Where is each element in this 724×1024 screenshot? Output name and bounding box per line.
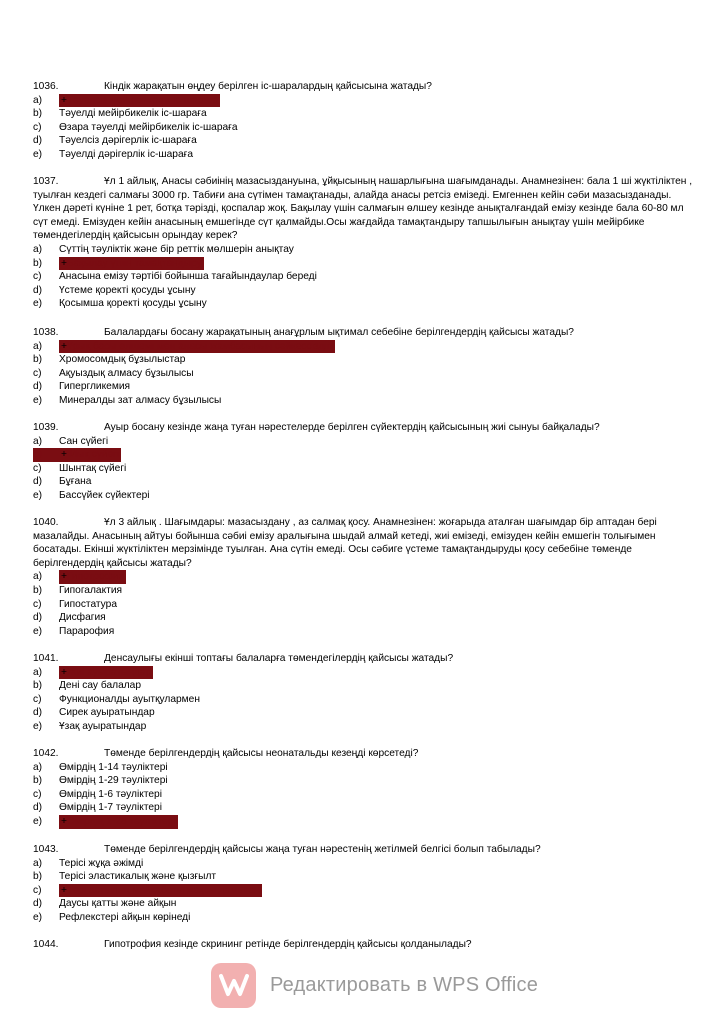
option-text: Тәуелсіз мейірбикелік іс-шараға xyxy=(66,94,219,106)
option-a[interactable] xyxy=(33,435,693,449)
option-b[interactable] xyxy=(33,257,693,271)
question-1042 xyxy=(33,747,693,829)
option-c[interactable] xyxy=(33,884,693,898)
correct-answer-highlight: +Ұрық басы өлшемі мен анасы жамбасының сәйкессіздігі xyxy=(61,340,333,352)
option-d[interactable] xyxy=(33,706,693,720)
option-letter: d) xyxy=(33,381,43,393)
question-1043 xyxy=(33,843,693,925)
option-letter: e) xyxy=(33,815,43,827)
option-c[interactable] xyxy=(33,270,693,284)
option-text: Терісі жұқа әжімді xyxy=(59,857,144,869)
option-letter: a) xyxy=(33,857,43,869)
option-letter: c) xyxy=(33,271,42,283)
question-text: Төменде берілгендердің қайсысы неонатальды кезеңді көрсетеді? xyxy=(104,748,419,759)
question-1041 xyxy=(33,652,693,734)
option-text: Ұзақ ауыратындар xyxy=(59,720,147,732)
option-text: Даусы қатты және айқын xyxy=(59,898,177,910)
option-letter: e) xyxy=(33,911,43,923)
option-letter: d) xyxy=(33,802,43,814)
option-letter: d) xyxy=(33,707,43,719)
option-letter: d) xyxy=(33,476,43,488)
option-d[interactable] xyxy=(33,475,693,489)
question-1039 xyxy=(33,421,693,503)
option-text: Сирек ауыратындар xyxy=(59,707,155,719)
option-text: Бассүйек сүйектері xyxy=(59,489,150,501)
option-d[interactable] xyxy=(33,380,693,394)
option-letter: a) xyxy=(33,435,43,447)
correct-answer-highlight: +Бақылау үшін тамақтандыру xyxy=(61,257,202,269)
option-text: Тері астылық майқабаты жақсы дамыған xyxy=(66,884,260,896)
option-text: Тәуелсіз дәрігерлік іс-шараға xyxy=(59,135,197,147)
option-text: Гипостатура xyxy=(59,598,117,610)
option-text: Анасына емізу тәртібі бойынша тағайындаулар береді xyxy=(59,271,317,283)
correct-answer-highlight: +Өмірдің 1-28 тәуліктері xyxy=(61,815,176,827)
option-text: Гипогалактия xyxy=(59,584,123,596)
question-text: Ауыр босану кезінде жаңа туған нәрестелерде берілген сүйектердің қайсысының жиі сынуы байқалады? xyxy=(104,422,600,433)
question-text: Төменде берілгендердің қайсысы жаңа туған нәрестенің жетілмей белгісі болып табылады? xyxy=(104,844,541,855)
option-c[interactable] xyxy=(33,462,693,476)
question-text: Гипотрофия кезінде скрининг ретінде берілгендердің қайсысы қолданылады? xyxy=(104,939,472,950)
option-e[interactable] xyxy=(33,911,693,925)
option-text: Парарофия xyxy=(59,625,115,637)
option-letter: e) xyxy=(33,298,43,310)
option-text: Ақуыздық алмасу бұзылысы xyxy=(59,367,194,379)
option-text: Гипотрофия xyxy=(66,571,125,583)
option-text: Шынтақ сүйегі xyxy=(59,462,127,474)
option-d[interactable] xyxy=(33,134,693,148)
option-c[interactable] xyxy=(33,121,693,135)
option-text: Бақылау үшін тамақтандыру xyxy=(66,257,202,269)
option-letter: a) xyxy=(33,666,43,678)
option-letter: b) xyxy=(33,257,43,269)
question-1037 xyxy=(33,175,693,311)
option-text: Өмірдің 1-29 тәуліктері xyxy=(59,775,168,787)
option-e[interactable] xyxy=(33,394,693,408)
option-letter: d) xyxy=(33,284,43,296)
option-letter: c) xyxy=(33,693,42,705)
option-text: Тәуелді дәрігерлік іс-шараға xyxy=(59,148,193,160)
question-1036 xyxy=(33,80,693,162)
option-b[interactable] xyxy=(33,584,693,598)
question-text: Балалардағы босану жарақатының анағұрлым ықтимал себебіне берілгендердің қайсысы жатады? xyxy=(104,327,574,338)
question-1044 xyxy=(33,938,693,952)
option-e[interactable] xyxy=(33,489,693,503)
option-letter: c) xyxy=(33,884,42,896)
option-d[interactable] xyxy=(33,284,693,298)
option-letter: c) xyxy=(33,367,42,379)
option-text: Тәуелді мейірбикелік іс-шараға xyxy=(59,108,207,120)
option-text: Минералды зат алмасу бұзылысы xyxy=(59,394,222,406)
option-letter: c) xyxy=(33,788,42,800)
question-number: 1039. xyxy=(33,422,59,433)
option-c[interactable] xyxy=(33,693,693,707)
option-a[interactable] xyxy=(33,666,693,680)
option-e[interactable] xyxy=(33,625,693,639)
wps-edit-label[interactable]: Редактировать в WPS Office xyxy=(270,973,539,996)
option-letter: b) xyxy=(33,354,43,366)
option-b[interactable] xyxy=(33,870,693,884)
option-c[interactable] xyxy=(33,598,693,612)
option-letter: e) xyxy=(33,720,43,732)
option-letter: a) xyxy=(33,761,43,773)
option-letter: e) xyxy=(33,394,43,406)
option-letter: b) xyxy=(33,448,59,462)
option-b[interactable] xyxy=(33,353,693,367)
option-d[interactable] xyxy=(33,611,693,625)
option-letter: b) xyxy=(33,584,43,596)
wps-logo-icon xyxy=(211,963,256,1008)
question-1038 xyxy=(33,326,693,408)
option-letter: b) xyxy=(33,108,43,120)
option-text: Өмірдің 1-7 тәуліктері xyxy=(59,802,162,814)
option-a[interactable] xyxy=(33,243,693,257)
option-letter: d) xyxy=(33,612,43,624)
option-b[interactable] xyxy=(33,679,693,693)
option-a[interactable] xyxy=(33,340,693,354)
question-number: 1037. xyxy=(33,176,59,187)
option-text: Жиі ауыратындар xyxy=(66,666,152,678)
question-number: 1043. xyxy=(33,844,59,855)
option-e[interactable] xyxy=(33,148,693,162)
option-letter: c) xyxy=(33,462,42,474)
option-text: Дисфагия xyxy=(59,612,106,624)
option-letter: c) xyxy=(33,121,42,133)
question-number: 1042. xyxy=(33,748,59,759)
option-letter: c) xyxy=(33,598,42,610)
option-text: Бұғана xyxy=(59,476,92,488)
option-text: Функционалды ауытқулармен xyxy=(59,693,200,705)
option-text: Иық сүйегі xyxy=(69,449,120,461)
option-text: Дені сау балалар xyxy=(59,680,142,692)
option-e[interactable] xyxy=(33,815,693,829)
option-text: Қосымша қоректі қосуды ұсыну xyxy=(59,298,207,310)
option-letter: d) xyxy=(33,135,43,147)
option-e[interactable] xyxy=(33,720,693,734)
option-letter: e) xyxy=(33,489,43,501)
question-text: Кіндік жарақатын өңдеу берілген іс-шаралардың қайсысына жатады? xyxy=(104,81,432,92)
option-a[interactable] xyxy=(33,761,693,775)
correct-answer-highlight: + Иық сүйегі xyxy=(61,449,120,461)
option-b[interactable] xyxy=(33,774,693,788)
question-number: 1036. xyxy=(33,81,59,92)
option-d[interactable] xyxy=(33,801,693,815)
option-b[interactable] xyxy=(33,448,693,462)
option-letter: a) xyxy=(33,340,43,352)
option-text: Өзара тәуелді мейірбикелік іс-шараға xyxy=(59,121,238,133)
question-number: 1041. xyxy=(33,653,59,664)
correct-answer-highlight: +Гипотрофия xyxy=(61,571,125,583)
option-letter: b) xyxy=(33,775,43,787)
option-letter: a) xyxy=(33,571,43,583)
option-b[interactable] xyxy=(33,107,693,121)
option-text: Өмірдің 1-28 тәуліктері xyxy=(66,815,176,827)
option-e[interactable] xyxy=(33,297,693,311)
option-d[interactable] xyxy=(33,897,693,911)
question-text: Ұл 1 айлық, Анасы сәбиінің мазасыздануына, ұйқысының нашарлығына шағымданады. Анамнезінен: бала 1 ші жүктіліктен , туылған кездегі салмағы 3000 гр. Табиғи ана сүтімен тамақтанады, алайда анасы ретсіз емізеді. Емгеннен кейін сәби мазасызданады. Үлкен дәреті күніне 1 рет, ботқа тәрізді, қоспалар жоқ. Бақылау үшін салмағын өлшеу кезінде анықталғандай емізу кезінде бала 60-80 мл сүт емеді. Емізуден кейін анасының емшегінде сүт қалмайды.Осы жағдайда тамақтандыру тапшылығын анықтау үшін мейірбике төмендегілердің қайсысын орындау керек? xyxy=(33,176,693,242)
option-text: Үстеме қоректі қосуды ұсыну xyxy=(59,284,196,296)
option-c[interactable] xyxy=(33,788,693,802)
option-text: Рефлекстері айқын көрінеді xyxy=(59,911,191,923)
question-1040 xyxy=(33,516,693,638)
correct-answer-highlight: +Жиі ауыратындар xyxy=(61,666,152,678)
option-text: Терісі эластикалық және қызғылт xyxy=(59,871,217,883)
correct-answer-highlight: +Тәуелсіз мейірбикелік іс-шараға xyxy=(61,94,219,106)
question-text: Ұл 3 айлық . Шағымдары: мазасыздану , аз салмақ қосу. Анамнезінен: жоғарыда аталған шағымдар бір аптадан бері мазалайды. Анасының айтуы бойынша сәбиі емізу аралығына шыдай алмай кетеді, жиі емізеді, емізуден кейін емшегін толығымен босатады. Екінші жүктіліктен мерзімінде туылған. Ана сүтін емеді. Осы сәбиге үстеме тамақтандыруды қосу себебіне төменде берілгендердің қайсысы жатады? xyxy=(33,517,657,569)
option-text: Өмірдің 1-6 тәуліктері xyxy=(59,788,162,800)
option-letter: e) xyxy=(33,148,43,160)
option-a[interactable] xyxy=(33,94,693,108)
option-letter: d) xyxy=(33,898,43,910)
option-letter: b) xyxy=(33,680,43,692)
option-letter: b) xyxy=(33,871,43,883)
option-text: Сүттің тәуліктік және бір реттік мөлшерін анықтау xyxy=(59,243,294,255)
option-text: Сан сүйегі xyxy=(59,435,109,447)
option-a[interactable] xyxy=(33,570,693,584)
question-text: Денсаулығы екінші топтағы балаларға төмендегілердің қайсысы жатады? xyxy=(104,653,454,664)
question-number: 1044. xyxy=(33,939,59,950)
option-text: Гипергликемия xyxy=(59,381,131,393)
option-letter: a) xyxy=(33,94,43,106)
question-number: 1038. xyxy=(33,327,59,338)
option-c[interactable] xyxy=(33,367,693,381)
option-letter: e) xyxy=(33,625,43,637)
option-text: Хромосомдық бұзылыстар xyxy=(59,354,186,366)
option-text: Ұрық басы өлшемі мен анасы жамбасының сәйкессіздігі xyxy=(66,340,333,352)
wps-edit-banner[interactable] xyxy=(211,960,541,1010)
option-text: Өмірдің 1-14 тәуліктері xyxy=(59,761,168,773)
option-letter: a) xyxy=(33,243,43,255)
question-number: 1040. xyxy=(33,517,59,528)
correct-answer-highlight: +Тері астылық майқабаты жақсы дамыған xyxy=(61,884,260,896)
option-a[interactable] xyxy=(33,857,693,871)
